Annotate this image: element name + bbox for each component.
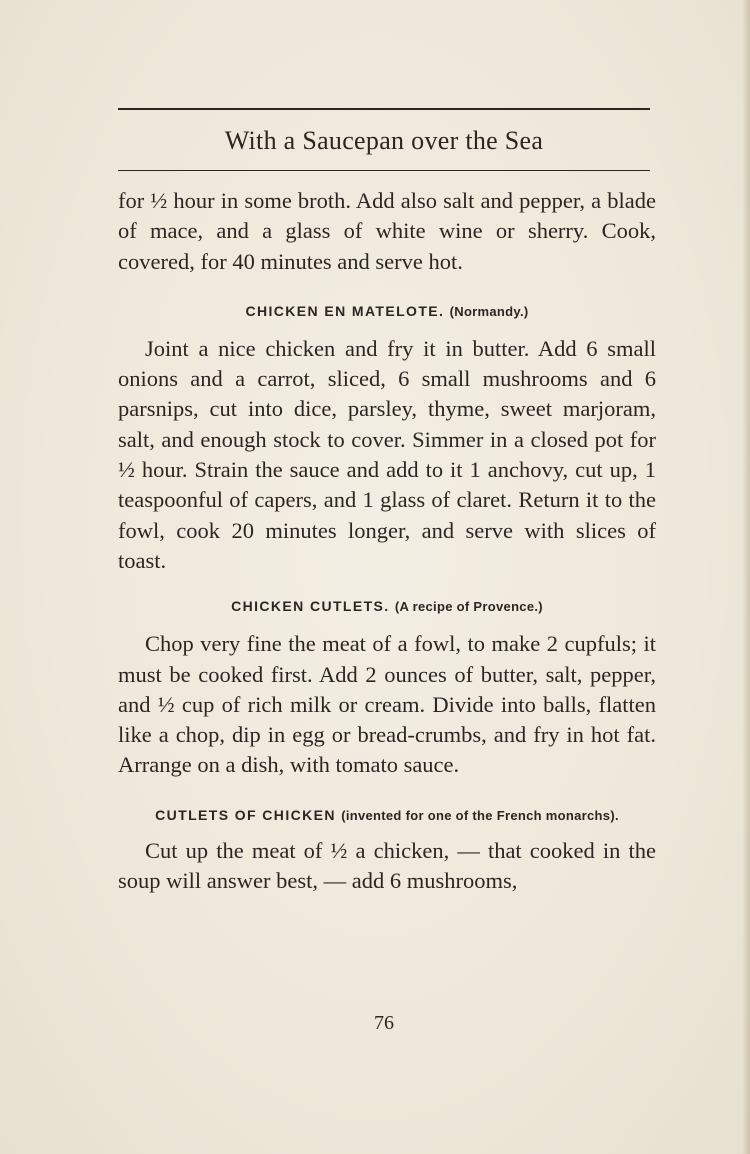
recipe-body-chicken-en-matelote: Joint a nice chicken and fry it in butter. Add 6 small onions and a carrot, sliced, 6 small mushrooms and 6 parsnips, cut into dice, parsley, thyme, sweet marjoram, salt, and enough stock to cover. Simmer in a closed pot for ½ hour. Strain the sauce and add to it 1 anchovy, cut up, 1 teaspoonful of capers, and 1 glass of claret. Return it to the fowl, cook 20 minutes longer, and serve with slices of toast. bbox=[118, 335, 656, 573]
continuation-paragraph: for ½ hour in some broth. Add also salt and pepper, a blade of mace, and a glass of white wine or sherry. Cook, covered, for 40 minutes and serve hot. bbox=[118, 188, 656, 274]
page-edge-shadow bbox=[742, 0, 750, 1154]
recipe-subtitle: (A recipe of Provence.) bbox=[394, 599, 543, 615]
header-rule-top bbox=[118, 108, 650, 110]
recipe-title: CHICKEN CUTLETS. bbox=[231, 598, 390, 615]
recipe-heading-chicken-cutlets bbox=[118, 596, 656, 617]
recipe-heading-chicken-en-matelote bbox=[118, 301, 656, 322]
page-number: 76 bbox=[374, 1012, 394, 1034]
page-body bbox=[118, 186, 656, 896]
header-rule-bottom bbox=[118, 170, 650, 171]
recipe-body-chicken-cutlets: Chop very fine the meat of a fowl, to make 2 cupfuls; it must be cooked first. Add 2 ounces of butter, salt, pepper, and ½ cup of rich milk or cream. Divide into balls, flatten like a chop, dip in egg or bread-crumbs, and fry in hot fat. Arrange on a dish, with tomato sauce. bbox=[118, 631, 656, 778]
recipe-subtitle: (invented for one of the French monarchs). bbox=[341, 807, 619, 823]
recipe-body-cutlets-of-chicken: Cut up the meat of ½ a chicken, — that cooked in the soup will answer best, — add 6 mushrooms, bbox=[118, 837, 656, 894]
recipe-subtitle: (Normandy.) bbox=[449, 303, 529, 319]
recipe-title: CHICKEN EN MATELOTE. bbox=[245, 302, 445, 319]
recipe-title: CUTLETS OF CHICKEN bbox=[155, 806, 336, 823]
running-head: With a Saucepan over the Sea bbox=[224, 126, 544, 155]
recipe-heading-cutlets-of-chicken bbox=[118, 805, 656, 826]
